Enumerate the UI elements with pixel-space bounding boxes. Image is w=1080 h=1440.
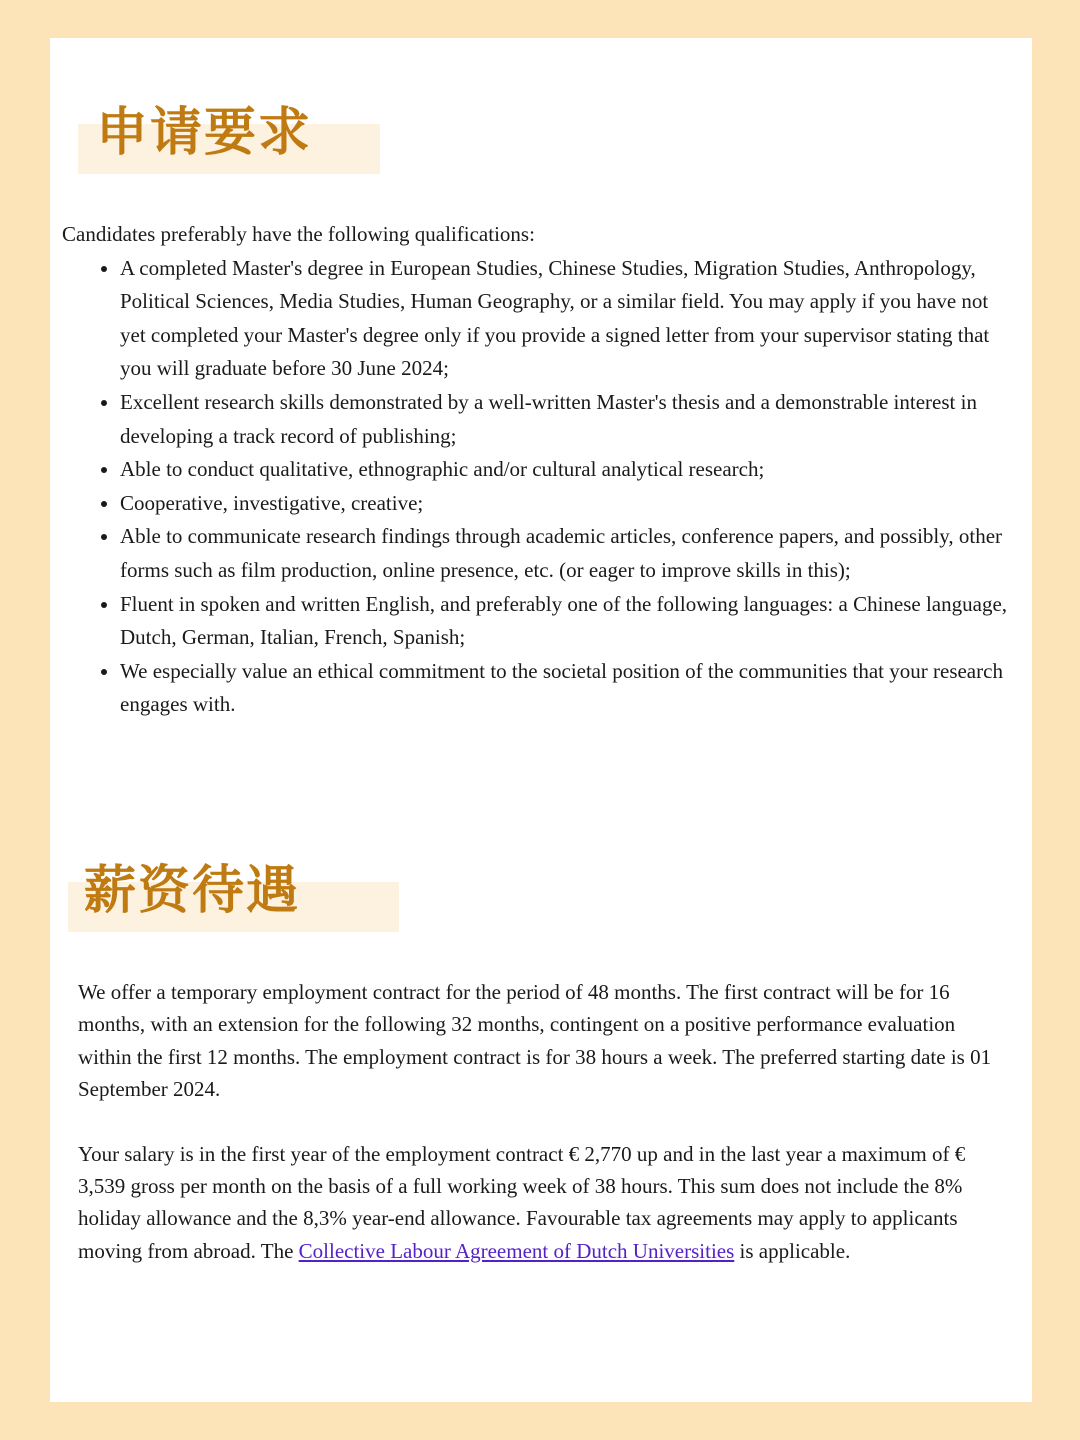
requirements-list bbox=[62, 252, 1010, 722]
list-item: • Fluent in spoken and written English, and preferably one of the following languages: a Chinese language, Dutch, German, Italian, French, Spanish; bbox=[120, 588, 1010, 655]
requirements-intro: Candidates preferably have the following qualifications: bbox=[62, 222, 535, 246]
salary-paragraph-contract: We offer a temporary employment contract for the period of 48 months. The first contract will be for 16 months, with an extension for the following 32 months, contingent on a positive performance evaluation within the first 12 months. The employment contract is for 38 hours a week. The preferred starting date is 01 September 2024. bbox=[78, 980, 992, 1102]
requirements-section bbox=[62, 218, 1010, 722]
salary-paragraph-pay bbox=[78, 1138, 1008, 1268]
requirements-heading bbox=[78, 90, 313, 165]
salary-heading-text: 薪资待遇 bbox=[84, 861, 301, 921]
list-item: • A completed Master's degree in European Studies, Chinese Studies, Migration Studies, Anthropology, Political Sciences, Media Studies, Human Geography, or a similar field. You may apply if you have not yet completed your Master's degree only if you provide a signed letter from your supervisor stating that you will graduate before 30 June 2024; bbox=[120, 252, 1010, 386]
list-item: • Excellent research skills demonstrated by a well-written Master's thesis and a demonstrable interest in developing a track record of publishing; bbox=[120, 386, 1010, 453]
salary-text-end: is applicable. bbox=[734, 1238, 851, 1263]
salary-text: Your salary is in the first year of the employment contract € 2,770 up and in the last year a maximum of € 3,539 gross per month on the basis of a full working week of 38 hours. This sum does not include the 8% holiday allowance and the 8,3% year-end allowance. Favourable tax agreements may apply to applicants moving from abroad. The bbox=[78, 1141, 966, 1263]
list-item: • We especially value an ethical commitment to the societal position of the communities that your research engages with. bbox=[120, 655, 1010, 722]
requirements-heading-text: 申请要求 bbox=[96, 103, 313, 163]
list-item: • Cooperative, investigative, creative; bbox=[120, 487, 1010, 521]
content-card bbox=[50, 38, 1032, 1402]
salary-section bbox=[78, 976, 1008, 1299]
list-item: • Able to conduct qualitative, ethnographic and/or cultural analytical research; bbox=[120, 453, 1010, 487]
list-item: • Able to communicate research findings through academic articles, conference papers, and possibly, other forms such as film production, online presence, etc. (or eager to improve skills in this); bbox=[120, 520, 1010, 587]
salary-heading bbox=[68, 848, 301, 923]
cao-link[interactable]: Collective Labour Agreement of Dutch Universities bbox=[298, 1238, 735, 1263]
